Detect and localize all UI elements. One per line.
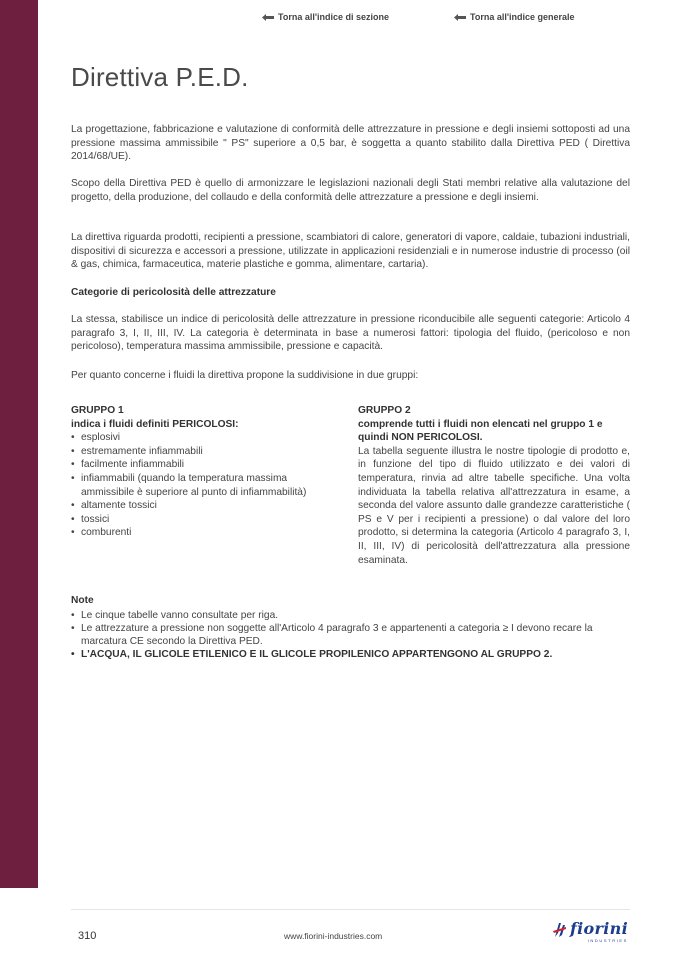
general-index-label: Torna all'indice generale: [470, 12, 575, 22]
group2-column: [358, 404, 630, 567]
back-arrow-icon: [262, 14, 274, 21]
list-item: • comburenti: [71, 526, 343, 540]
footer-divider: [71, 909, 630, 910]
logo-subtitle: INDUSTRIES: [587, 938, 628, 943]
intro-paragraph: La progettazione, fabbricazione e valutazione di conformità delle attrezzature in pressione e degli insiemi sottoposti ad una pressione massima ammissibile " PS" superiore a 0,5 bar, è soggetta a quanto stabilito dalla Direttiva PED ( Direttiva 2014/68/UE).: [71, 124, 630, 163]
list-item: • tossici: [71, 513, 343, 527]
website-link[interactable]: www.fiorini-industries.com: [284, 931, 383, 941]
notes-section: [71, 595, 630, 663]
note-item: • L'ACQUA, IL GLICOLE ETILENICO E IL GLICOLE PROPILENICO APPARTENGONO AL GRUPPO 2.: [71, 649, 630, 662]
group1-title: GRUPPO 1: [71, 405, 124, 416]
logo-mark-icon: [552, 921, 568, 939]
page-title: Direttiva P.E.D.: [71, 62, 249, 92]
group1-column: [71, 404, 343, 540]
group2-title: GRUPPO 2: [358, 405, 411, 416]
group1-subtitle: indica i fluidi definiti PERICOLOSI:: [71, 418, 239, 430]
group2-subtitle: comprende tutti i fluidi non elencati nel gruppo 1 e quindi NON PERICOLOSI.: [358, 418, 603, 444]
page-number: 310: [78, 930, 97, 942]
notes-list: [71, 610, 630, 662]
list-item: • esplosivi: [71, 431, 343, 445]
coverage-paragraph: La direttiva riguarda prodotti, recipienti a pressione, scambiatori di calore, generatori di vapore, caldaie, tubazioni industriali, dispositivi di sicurezza e accessori a pressione, utilizzate in applicazioni residenziali e in numerose industrie di processo (oil & gas, chimica, farmaceutica, materie plastiche e gomma, alimentare, cartaria).: [71, 232, 630, 271]
general-index-link[interactable]: [454, 12, 575, 22]
section-index-label: Torna all'indice di sezione: [278, 12, 389, 22]
sidebar-accent-bar: [0, 0, 38, 888]
logo-name: fiorini: [570, 919, 628, 938]
fiorini-logo: [552, 921, 628, 943]
note-item: • Le cinque tabelle vanno consultate per riga.: [71, 610, 630, 623]
list-item: • altamente tossici: [71, 499, 343, 513]
back-arrow-icon: [454, 14, 466, 21]
list-item: • infiammabili (quando la temperatura massima ammissibile è superiore al punto di infiammabilità): [71, 472, 343, 499]
categories-paragraph: La stessa, stabilisce un indice di pericolosità delle attrezzature in pressione riconducibile alle seguenti categorie: Articolo 4 paragrafo 3, I, II, III, IV. La categoria è determinata in base a numerosi fattori: tipologia del fluido, (pericoloso e non pericoloso), temperatura massima ammissibile, pressione e capacità.: [71, 314, 630, 353]
list-item: • facilmente infiammabili: [71, 458, 343, 472]
group2-text: La tabella seguente illustra le nostre tipologie di prodotto e, in funzione del tipo di fluido utilizzato e dei valori di temperatura, rinvia ad altre tabelle specifiche. Una volta individuata la tabella relativa all'attrezzatura in esame, a seconda del valore assunto dalle grandezze caratteristiche ( PS e V per i recipienti a pressione) o dal valore del loro prodotto, si determina la categoria (Articolo 4 paragrafo 3, I, II, III, IV) di pericolosità dell'attrezzatura alla pressione esaminata.: [358, 445, 630, 566]
list-item: • estremamente infiammabili: [71, 445, 343, 459]
notes-title: Note: [71, 595, 94, 606]
note-item: • Le attrezzature a pressione non soggette all'Articolo 4 paragrafo 3 e appartenenti a categoria ≥ I devono recare la marcatura CE secondo la Direttiva PED.: [71, 623, 630, 648]
fluids-intro: Per quanto concerne i fluidi la direttiva propone la suddivisione in due gruppi:: [71, 370, 419, 381]
scope-paragraph: Scopo della Direttiva PED è quello di armonizzare le legislazioni nazionali degli Stati membri relative alla valutazione del progetto, della produzione, del collaudo e della conformità delle attrezzature a pressione e degli insiemi.: [71, 178, 630, 203]
top-navigation: [262, 12, 575, 22]
section-index-link[interactable]: [262, 12, 454, 22]
categories-heading: Categorie di pericolosità delle attrezzature: [71, 287, 276, 298]
group1-list: [71, 431, 343, 540]
